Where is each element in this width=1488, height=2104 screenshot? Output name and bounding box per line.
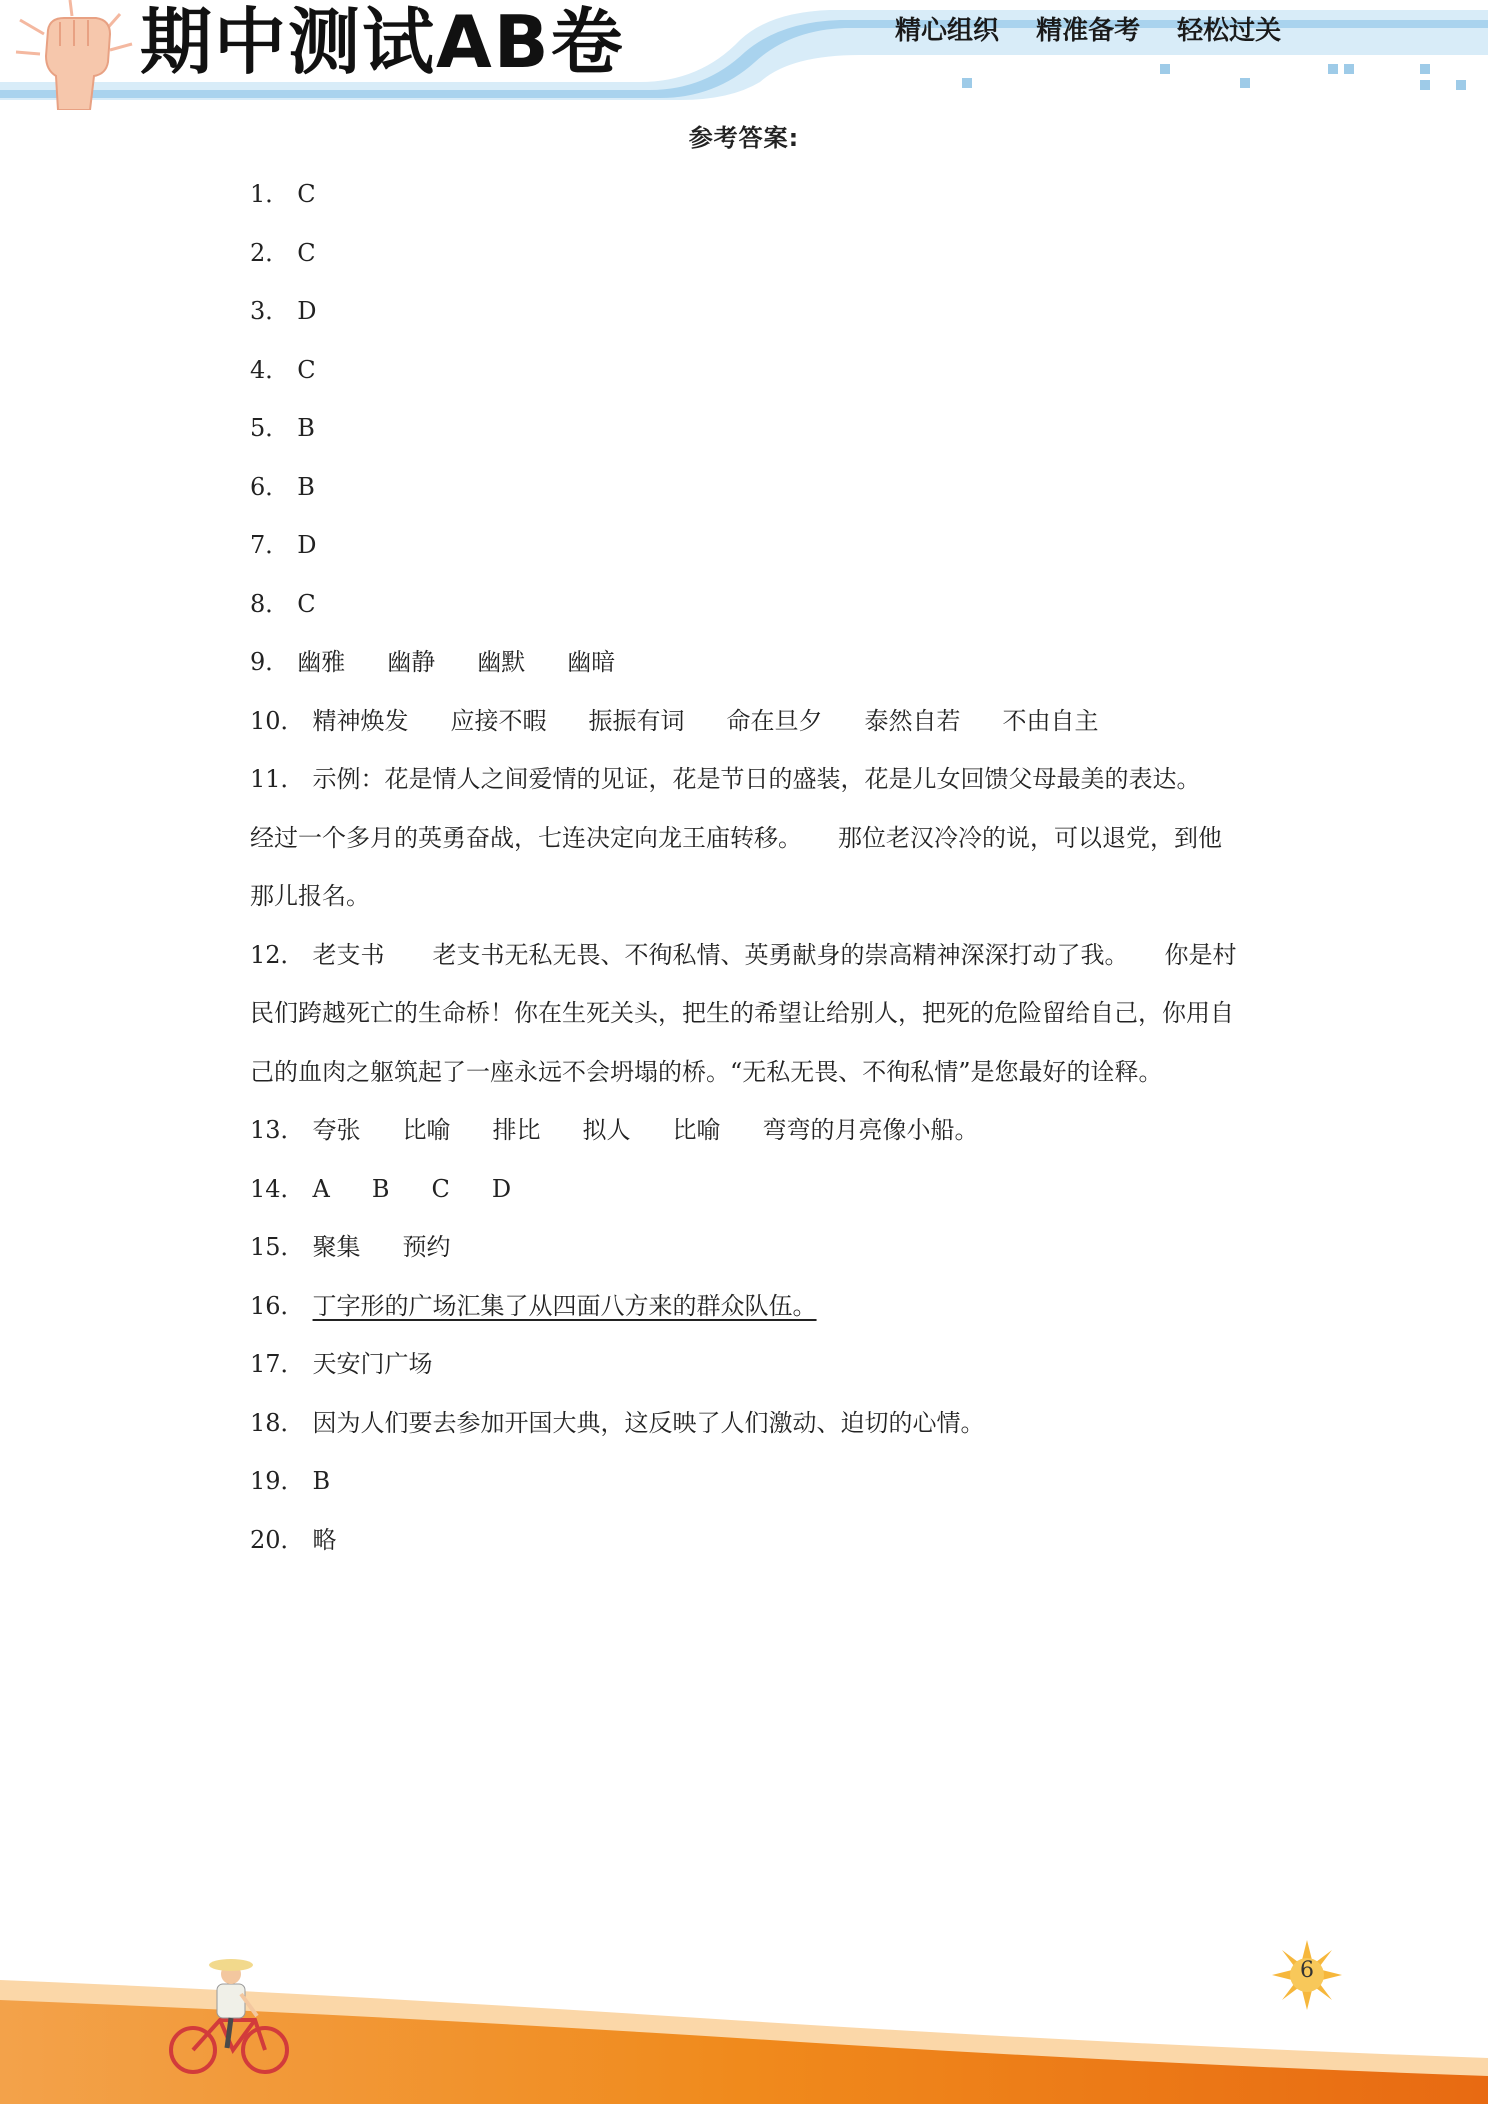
answer-part: 不由自主: [1002, 706, 1099, 735]
answer-part: 幽雅: [297, 648, 346, 676]
answer-item: [250, 399, 1240, 458]
answer-underlined-text: 丁字形的广场汇集了从四面八方来的群众队伍。: [312, 1291, 817, 1320]
cyclist-icon: [165, 1950, 295, 2080]
answer-number: 5．: [250, 414, 290, 442]
answer-part: D: [297, 531, 317, 559]
answer-part: 拟人: [582, 1116, 631, 1144]
answer-number: 1．: [250, 180, 290, 208]
answer-number: 14．: [250, 1174, 305, 1203]
answer-item: [250, 165, 1240, 224]
answer-item: [250, 1452, 1240, 1511]
answer-item: [250, 633, 1240, 692]
answer-part: 略: [312, 1525, 337, 1554]
answer-item: [250, 458, 1240, 517]
slogan-2: 精准备考: [1036, 16, 1141, 46]
answer-part: 幽暗: [567, 648, 616, 676]
answer-item: [250, 282, 1240, 341]
decor-square: [1344, 64, 1354, 74]
answer-number: 9．: [250, 648, 290, 676]
answer-item: [250, 1335, 1240, 1394]
answer-part: 比喻: [672, 1116, 721, 1144]
answer-part: B: [312, 1467, 331, 1495]
answer-part: 比喻: [402, 1116, 451, 1144]
decor-square: [1240, 78, 1250, 88]
answer-part: C: [297, 238, 316, 267]
answer-number: 11．: [250, 765, 305, 793]
answer-part: 排比: [492, 1116, 541, 1144]
answer-part: A: [312, 1174, 330, 1203]
decor-square: [1420, 80, 1430, 90]
answer-heading: 参考答案:: [688, 124, 800, 152]
answer-part: D: [491, 1174, 512, 1203]
answer-part: C: [297, 180, 316, 208]
slogan-1: 精心组织: [895, 16, 1000, 46]
answer-part: 幽静: [387, 648, 436, 676]
answer-number: 6．: [250, 472, 290, 501]
answer-part: 聚集: [312, 1233, 361, 1261]
answer-part: 弯弯的月亮像小船。: [762, 1116, 979, 1144]
answer-number: 12．: [250, 940, 305, 969]
answer-number: 8．: [250, 589, 290, 618]
header-slogan: [895, 10, 1309, 47]
answer-text: 示例：花是情人之间爱情的见证，花是节日的盛装，花是儿女回馈父母最美的表达。 经过一个多月的英勇奋战，七连决定向龙王庙转移。 那位老汉冷冷的说，可以退党，到他那儿报名。: [250, 765, 1237, 910]
page-header: [0, 0, 1488, 110]
answer-number: 18．: [250, 1408, 305, 1437]
answer-item: [250, 926, 1240, 1102]
header-title: 期中测试AB卷: [140, 0, 625, 84]
answer-part: B: [371, 1174, 390, 1203]
answer-part: 幽默: [477, 648, 526, 676]
answer-part: B: [297, 472, 315, 501]
answer-item: [250, 750, 1240, 926]
raised-fist-icon: [10, 0, 140, 110]
answer-item: [250, 1218, 1240, 1277]
answer-number: 19．: [250, 1467, 305, 1495]
answer-part: 命在旦夕: [726, 706, 823, 735]
answer-list: [250, 165, 1240, 1569]
answer-number: 10．: [250, 706, 305, 735]
answer-item: [250, 1101, 1240, 1160]
answer-item: [250, 1511, 1240, 1570]
answer-part: 预约: [402, 1233, 451, 1261]
answer-part: 应接不暇: [450, 706, 547, 735]
answer-part: 天安门广场: [312, 1350, 433, 1378]
answer-part: 泰然自若: [864, 706, 961, 735]
answer-number: 2．: [250, 238, 290, 267]
answer-item: [250, 516, 1240, 575]
decor-square: [1456, 80, 1466, 90]
answer-part: C: [297, 355, 316, 384]
answer-item: [250, 575, 1240, 634]
decor-square: [1160, 64, 1170, 74]
answer-part: C: [297, 589, 316, 618]
answer-part: 夸张: [312, 1116, 361, 1144]
answer-number: 7．: [250, 531, 290, 559]
slogan-3: 轻松过关: [1177, 16, 1282, 46]
answer-number: 15．: [250, 1233, 305, 1261]
answer-item: [250, 1160, 1240, 1219]
answer-item: [250, 1277, 1240, 1336]
answer-part: B: [297, 414, 315, 442]
answer-item: [250, 341, 1240, 400]
answer-text: 老支书 老支书无私无畏、不徇私情、英勇献身的崇高精神深深打动了我。 你是村民们跨越死亡的生命桥！你在生死关头，把生的希望让给别人，把死的危险留给自己，你用自己的血肉之躯筑起了一座永远不会坍塌的桥。“无私无畏、不徇私情”是您最好的诠释。: [250, 940, 1237, 1086]
answer-item: [250, 692, 1240, 751]
page-number: 6: [1300, 1958, 1314, 1983]
answer-part: 精神焕发: [312, 706, 409, 735]
decor-square: [1328, 64, 1338, 74]
decor-square: [1420, 64, 1430, 74]
answer-number: 3．: [250, 297, 290, 325]
answer-number: 17．: [250, 1350, 305, 1378]
answer-number: 20．: [250, 1525, 305, 1554]
answer-item: [250, 1394, 1240, 1453]
decor-square: [962, 78, 972, 88]
answer-part: D: [297, 297, 317, 325]
answer-item: [250, 224, 1240, 283]
answer-part: 振振有词: [588, 706, 685, 735]
answer-part: 因为人们要去参加开国大典，这反映了人们激动、迫切的心情。: [312, 1408, 985, 1437]
answer-number: 16．: [250, 1291, 305, 1320]
answer-part: C: [431, 1174, 450, 1203]
answer-number: 4．: [250, 355, 290, 384]
answer-number: 13．: [250, 1116, 305, 1144]
